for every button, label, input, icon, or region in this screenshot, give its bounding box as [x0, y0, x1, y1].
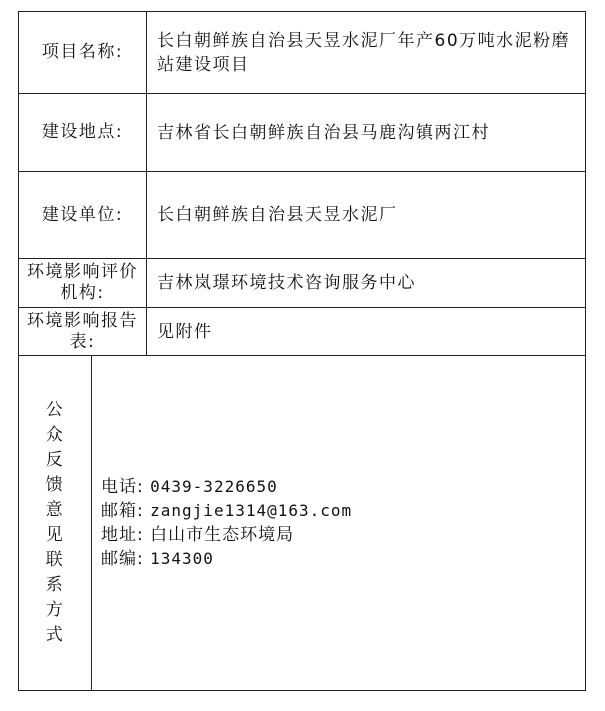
postcode-line — [101, 547, 585, 571]
feedback-label — [19, 356, 92, 691]
feedback-label-char: 式 — [45, 625, 65, 645]
email-line — [101, 499, 585, 523]
unit-label: 建设单位: — [19, 172, 147, 259]
postcode-label: 邮编: — [101, 549, 144, 569]
location-label: 建设地点: — [19, 94, 147, 172]
report-label: 环境影响报告表: — [19, 308, 147, 356]
feedback-label-char: 反 — [45, 450, 65, 470]
feedback-label-chars — [19, 398, 91, 648]
report-value: 见附件 — [147, 308, 586, 356]
feedback-contact-cell — [92, 356, 586, 691]
project-name-value: 长白朝鲜族自治县天昱水泥厂年产60万吨水泥粉磨站建设项目 — [147, 12, 586, 94]
address-value: 白山市生态环境局 — [150, 525, 295, 545]
feedback-label-char: 见 — [45, 525, 65, 545]
agency-row — [19, 259, 586, 308]
project-name-row — [19, 12, 586, 94]
phone-value: 0439-3226650 — [150, 477, 278, 496]
agency-value: 吉林岚璟环境技术咨询服务中心 — [147, 259, 586, 308]
feedback-label-char: 系 — [45, 575, 65, 595]
feedback-label-char: 馈 — [45, 475, 65, 495]
phone-label: 电话: — [101, 477, 144, 497]
project-info-table — [18, 11, 586, 691]
project-name-label: 项目名称: — [19, 12, 147, 94]
feedback-row — [19, 356, 586, 691]
report-row — [19, 308, 586, 356]
agency-label: 环境影响评价机构: — [19, 259, 147, 308]
feedback-label-char: 方 — [45, 600, 65, 620]
phone-line — [101, 475, 585, 499]
address-line — [101, 523, 585, 547]
address-label: 地址: — [101, 525, 144, 545]
location-value: 吉林省长白朝鲜族自治县马鹿沟镇两江村 — [147, 94, 586, 172]
feedback-label-char: 意 — [45, 500, 65, 520]
unit-value: 长白朝鲜族自治县天昱水泥厂 — [147, 172, 586, 259]
email-label: 邮箱: — [101, 501, 144, 521]
location-row — [19, 94, 586, 172]
feedback-label-char: 联 — [45, 550, 65, 570]
feedback-label-char: 公 — [45, 400, 65, 420]
feedback-label-char: 众 — [45, 425, 65, 445]
email-value: zangjie1314@163.com — [150, 501, 353, 520]
unit-row — [19, 172, 586, 259]
postcode-value: 134300 — [150, 549, 214, 568]
